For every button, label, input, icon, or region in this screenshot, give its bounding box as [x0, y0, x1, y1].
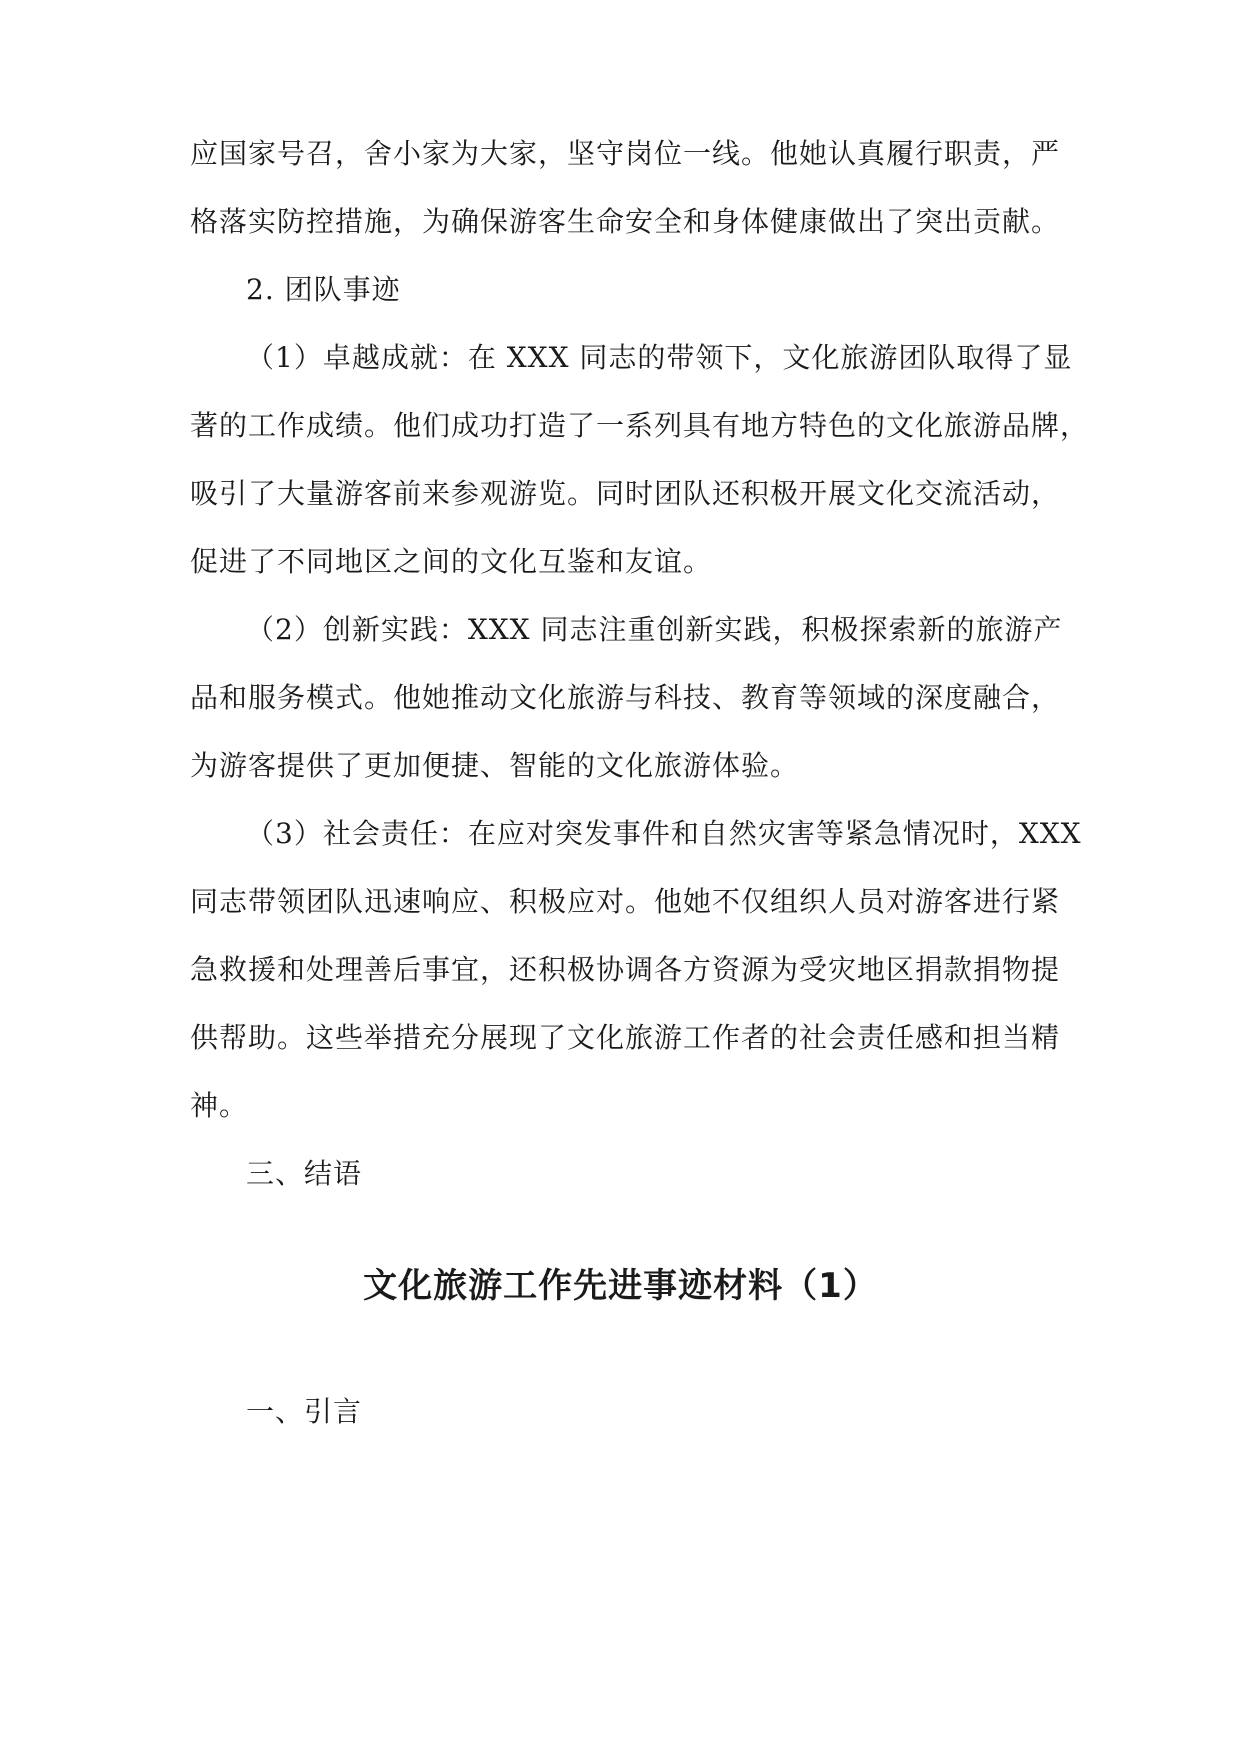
document-title: 文化旅游工作先进事迹材料（1）	[363, 1266, 878, 1306]
section-heading-conclusion: 三、结语	[246, 1157, 363, 1190]
section-heading-introduction: 一、引言	[246, 1395, 363, 1428]
paragraph-line: 同志带领团队迅速响应、积极应对。他她不仅组织人员对游客进行紧	[190, 885, 1061, 918]
subsection-heading: 2. 团队事迹	[246, 273, 401, 306]
paragraph-line: （2）创新实践：XXX 同志注重创新实践，积极探索新的旅游产	[246, 613, 1063, 646]
paragraph-line: 供帮助。这些举措充分展现了文化旅游工作者的社会责任感和担当精	[190, 1021, 1061, 1054]
paragraph-line: 促进了不同地区之间的文化互鉴和友谊。	[190, 545, 713, 578]
paragraph-line: 吸引了大量游客前来参观游览。同时团队还积极开展文化交流活动，	[190, 477, 1061, 510]
paragraph-line: 格落实防控措施，为确保游客生命安全和身体健康做出了突出贡献。	[190, 205, 1061, 238]
paragraph-line: 品和服务模式。他她推动文化旅游与科技、教育等领域的深度融合，	[190, 681, 1061, 714]
paragraph-line: 应国家号召，舍小家为大家，坚守岗位一线。他她认真履行职责，严	[190, 137, 1061, 170]
paragraph-line: 神。	[190, 1089, 249, 1122]
paragraph-line: 为游客提供了更加便捷、智能的文化旅游体验。	[190, 749, 800, 782]
paragraph-line: （3）社会责任：在应对突发事件和自然灾害等紧急情况时，XXX	[246, 817, 1082, 850]
paragraph-line: 急救援和处理善后事宜，还积极协调各方资源为受灾地区捐款捐物提	[190, 953, 1061, 986]
paragraph-line: （1）卓越成就：在 XXX 同志的带领下，文化旅游团队取得了显	[246, 341, 1073, 374]
paragraph-line: 著的工作成绩。他们成功打造了一系列具有地方特色的文化旅游品牌，	[190, 409, 1090, 442]
